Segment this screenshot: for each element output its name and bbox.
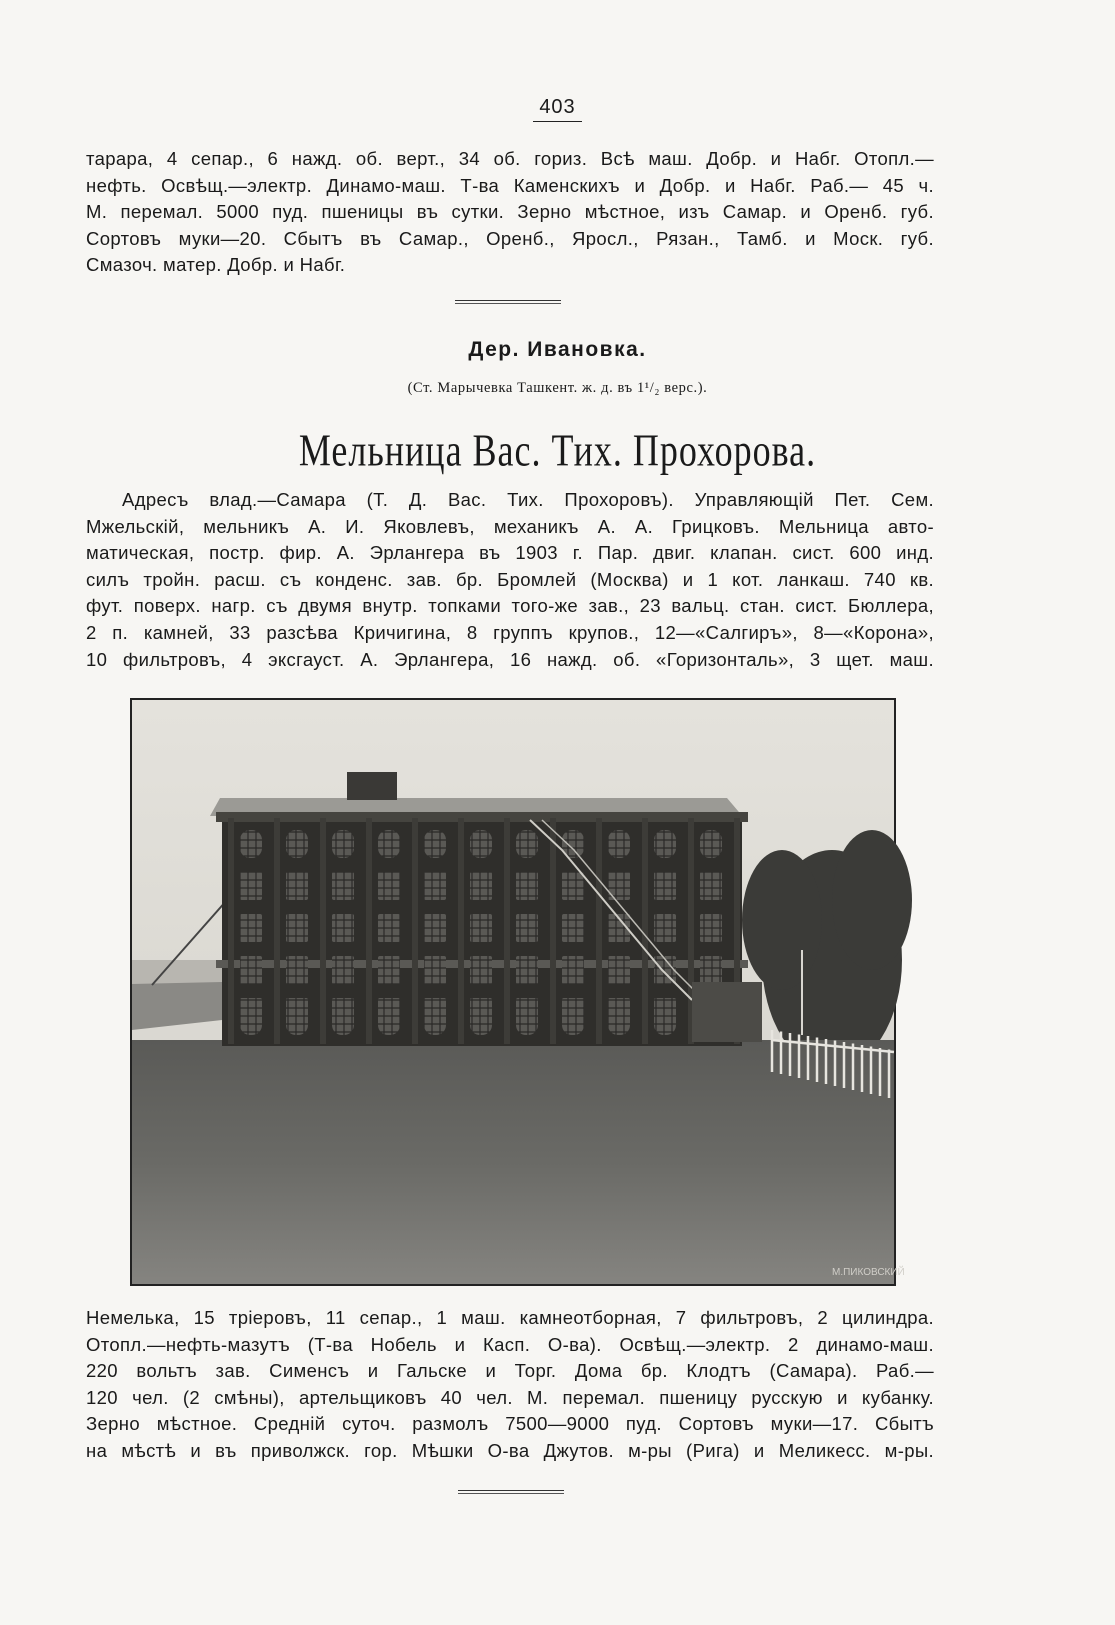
intro-paragraph bbox=[86, 146, 934, 279]
text-line: нефть. Освѣщ.—электр. Динамо-маш. Т-ва Каменскихъ и Добр. и Набг. Раб.— 45 ч. bbox=[86, 174, 934, 196]
text-line: на мѣстѣ и въ приволжск. гор. Мѣшки О-ва Джутов. м-ры (Рига) и Меликесс. м-ры. bbox=[86, 1439, 934, 1461]
text-line: М. перемал. 5000 пуд. пшеницы въ сутки. Зерно мѣстное, изъ Самар. и Оренб. губ. bbox=[86, 201, 934, 223]
place-heading: Дер. Ивановка. bbox=[468, 338, 647, 361]
text-line: Адресъ влад.—Самара (Т. Д. Вас. Тих. Прохоровъ). Управляющій Пет. Сем. bbox=[122, 489, 934, 510]
description-paragraph bbox=[86, 487, 934, 673]
end-divider bbox=[458, 1490, 564, 1494]
mill-heading: Мельница Вас. Тих. Прохорова. bbox=[298, 425, 817, 476]
station-note: (Ст. Марычевка Ташкент. ж. д. въ 1¹/₂ верс.). bbox=[407, 380, 708, 396]
text-line: силъ тройн. расш. съ конденс. зав. бр. Бромлей (Москва) и 1 кот. ланкаш. 740 кв. bbox=[86, 568, 934, 590]
text-line: Смазоч. матер. Добр. и Набг. bbox=[86, 254, 346, 276]
section-divider bbox=[455, 300, 561, 304]
text-line: Отопл.—нефть-мазутъ (Т-ва Нобель и Касп. О-ва). Освѣщ.—электр. 2 динамо-маш. bbox=[86, 1333, 934, 1355]
text-line: фут. поверх. нагр. съ двумя внутр. топками того-же зав., 23 вальц. стан. сист. Бюллера, bbox=[86, 595, 934, 617]
text-line: Немелька, 15 тріеровъ, 11 сепар., 1 маш. камнеотборная, 7 фильтровъ, 2 цилиндра. bbox=[86, 1307, 934, 1328]
text-line: 2 п. камней, 33 разсѣва Кричигина, 8 группъ крупов., 12—«Салгиръ», 8—«Корона», bbox=[86, 621, 934, 643]
text-line: Сортовъ муки—20. Сбытъ въ Самар., Оренб., Яросл., Рязан., Тамб. и Моск. губ. bbox=[86, 227, 934, 249]
page-number-text: 403 bbox=[533, 96, 581, 122]
photo-signature: М.ПИКОВСКИЙ bbox=[832, 1267, 905, 1278]
page-number bbox=[0, 96, 1115, 122]
text-line: Зерно мѣстное. Средній суточ. размолъ 7500—9000 пуд. Сортовъ муки—17. Сбытъ bbox=[86, 1413, 934, 1435]
text-line: 10 фильтровъ, 4 эксгауст. А. Эрлангера, 16 нажд. об. «Горизонталь», 3 щет. маш. bbox=[86, 648, 934, 670]
text-line: тарара, 4 сепар., 6 нажд. об. верт., 34 об. гориз. Всѣ маш. Добр. и Набг. Отопл.— bbox=[86, 148, 934, 169]
text-line: 220 вольтъ зав. Сименсъ и Гальске и Торг. Дома бр. Клодтъ (Самара). Раб.— bbox=[86, 1360, 934, 1382]
text-line: 120 чел. (2 смѣны), артельщиковъ 40 чел. М. перемал. пшеницу русскую и кубанку. bbox=[86, 1386, 934, 1408]
text-line: Мжельскій, мельникъ А. И. Яковлевъ, механикъ А. А. Грицковъ. Мельница авто- bbox=[86, 515, 934, 537]
continuation-paragraph bbox=[86, 1305, 934, 1465]
mill-photograph bbox=[130, 698, 905, 1286]
text-line: матическая, постр. фир. А. Эрлангера въ 1903 г. Пар. двиг. клапан. сист. 600 инд. bbox=[86, 542, 934, 564]
